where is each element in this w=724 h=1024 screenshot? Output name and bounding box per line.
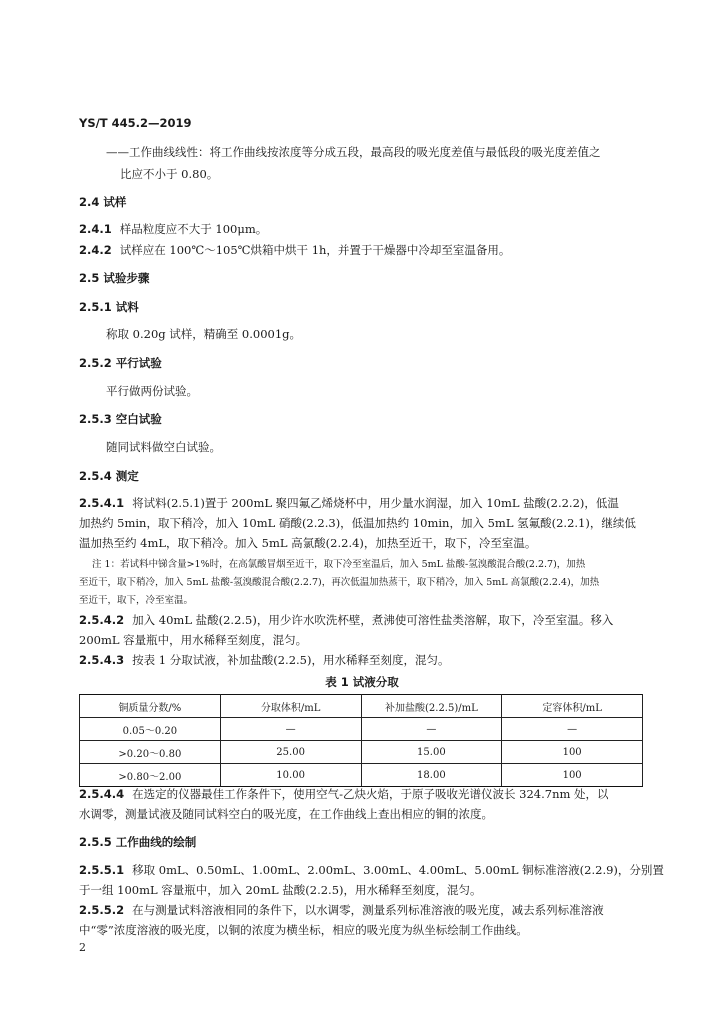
para-text: 样品粒度应不大于 100μm。 (119, 222, 268, 236)
table-header-cell: 定容体积/mL (502, 695, 643, 718)
table-header-cell: 补加盐酸(2.2.5)/mL (361, 695, 502, 718)
table-cell: — (502, 718, 643, 741)
table-cell: — (361, 718, 502, 741)
table-row (80, 718, 643, 741)
para-text: 按表 1 分取试液，补加盐酸(2.2.5)，用水稀释至刻度，混匀。 (132, 653, 450, 667)
para-text: 在与测量试料溶液相同的条件下，以水调零，测量系列标准溶液的吸光度，减去系列标准溶液 (132, 903, 604, 917)
table-cell: 15.00 (361, 741, 502, 764)
table-row (80, 741, 643, 764)
para-2-5-4-1-line-1 (79, 495, 619, 511)
para-2-4-1 (79, 221, 267, 237)
table-header-cell: 铜质量分数/% (80, 695, 221, 718)
page-number: 2 (79, 941, 86, 954)
para-2-5-4-2-line-1 (79, 612, 613, 628)
para-number: 2.4.1 (79, 222, 112, 236)
table-cell: — (220, 718, 361, 741)
table-cell: 100 (502, 741, 643, 764)
table-cell: 10.00 (220, 764, 361, 787)
para-number: 2.5.4.1 (79, 496, 125, 510)
para-2-5-4-1-line-3: 温加热至约 4mL，取下稍冷。加入 5mL 高氯酸(2.2.4)，加热至近干，取下，冷至室温。 (79, 536, 537, 550)
para-text: 在选定的仪器最佳工作条件下，使用空气-乙炔火焰，于原子吸收光谱仪波长 324.7nm 处，以 (132, 787, 609, 801)
para-2-5-4-4-line-2: 水调零，测量试液及随同试料空白的吸光度，在工作曲线上查出相应的铜的浓度。 (79, 807, 493, 821)
para-2-5-5-1-line-1 (79, 862, 664, 878)
para-2-4-2 (79, 242, 510, 258)
section-2-5-3-title: 2.5.3 空白试验 (79, 412, 162, 426)
section-2-5-5-title: 2.5.5 工作曲线的绘制 (79, 835, 197, 849)
para-text: 试样应在 100℃～105℃烘箱中烘干 1h，并置于干燥器中冷却至室温备用。 (119, 243, 511, 257)
table-row (80, 764, 643, 787)
para-number: 2.5.4.3 (79, 653, 125, 667)
table-cell: 25.00 (220, 741, 361, 764)
table-header-cell: 分取体积/mL (220, 695, 361, 718)
para-text: 移取 0mL、0.50mL、1.00mL、2.00mL、3.00mL、4.00mL、5.00mL 铜标准溶液(2.2.9)，分别置 (132, 863, 664, 877)
table-1 (79, 694, 643, 787)
linearity-line-2: 比应不小于 0.80。 (120, 167, 219, 181)
section-2-5-title: 2.5 试验步骤 (79, 271, 150, 285)
para-text: 将试料(2.5.1)置于 200mL 聚四氟乙烯烧杯中，用少量水润湿，加入 10mL 盐酸(2.2.2)，低温 (132, 496, 619, 510)
para-2-5-5-2-line-2: 中“零”浓度溶液的吸光度，以铜的浓度为横坐标，相应的吸光度为纵坐标绘制工作曲线。 (79, 923, 528, 937)
note-1-line-2: 至近干，取下稍冷，加入 5mL 盐酸-氢溴酸混合酸(2.2.7)，再次低温加热蒸干，取下稍冷，加入 5mL 高氯酸(2.2.4)，加热 (79, 577, 600, 588)
note-1-line-1: 注 1：若试料中锑含量>1%时，在高氯酸冒烟至近干，取下冷至室温后，加入 5mL 盐酸-氢溴酸混合酸(2.2.7)，加热 (92, 559, 586, 570)
standard-id: YS/T 445.2—2019 (79, 116, 192, 130)
para-number: 2.5.5.1 (79, 863, 125, 877)
section-2-5-1-title: 2.5.1 试料 (79, 300, 139, 314)
para-2-5-2: 平行做两份试验。 (106, 384, 198, 398)
para-2-5-4-4-line-1 (79, 786, 609, 802)
para-2-5-4-3 (79, 652, 449, 668)
para-2-5-5-1-line-2: 于一组 100mL 容量瓶中，加入 20mL 盐酸(2.2.5)，用水稀释至刻度，混匀。 (79, 883, 482, 897)
table-cell: 100 (502, 764, 643, 787)
table-cell: 18.00 (361, 764, 502, 787)
table-cell: >0.20～0.80 (80, 741, 221, 764)
section-2-5-2-title: 2.5.2 平行试验 (79, 356, 162, 370)
linearity-line-1: ——工作曲线线性：将工作曲线按浓度等分成五段，最高段的吸光度差值与最低段的吸光度差值之 (106, 145, 601, 159)
para-2-5-4-2-line-2: 200mL 容量瓶中，用水稀释至刻度，混匀。 (79, 633, 308, 647)
para-2-5-1: 称取 0.20g 试样，精确至 0.0001g。 (106, 327, 302, 341)
para-number: 2.4.2 (79, 243, 112, 257)
note-1-line-3: 至近干，取下，冷至室温。 (79, 595, 194, 606)
section-2-5-4-title: 2.5.4 测定 (79, 469, 139, 483)
table-cell: 0.05～0.20 (80, 718, 221, 741)
para-number: 2.5.4.2 (79, 613, 125, 627)
table-cell: >0.80～2.00 (80, 764, 221, 787)
para-number: 2.5.4.4 (79, 787, 125, 801)
para-2-5-5-2-line-1 (79, 902, 604, 918)
table-1-caption: 表 1 试液分取 (325, 675, 399, 689)
table-header-row (80, 695, 643, 718)
para-2-5-3: 随同试料做空白试验。 (106, 440, 221, 454)
para-2-5-4-1-line-2: 加热约 5min，取下稍冷，加入 10mL 硝酸(2.2.3)，低温加热约 10min，加入 5mL 氢氟酸(2.2.1)，继续低 (79, 516, 636, 530)
para-number: 2.5.5.2 (79, 903, 125, 917)
section-2-4-title: 2.4 试样 (79, 195, 127, 209)
para-text: 加入 40mL 盐酸(2.2.5)，用少许水吹洗杯壁，煮沸使可溶性盐类溶解，取下，冷至室温。移入 (132, 613, 614, 627)
